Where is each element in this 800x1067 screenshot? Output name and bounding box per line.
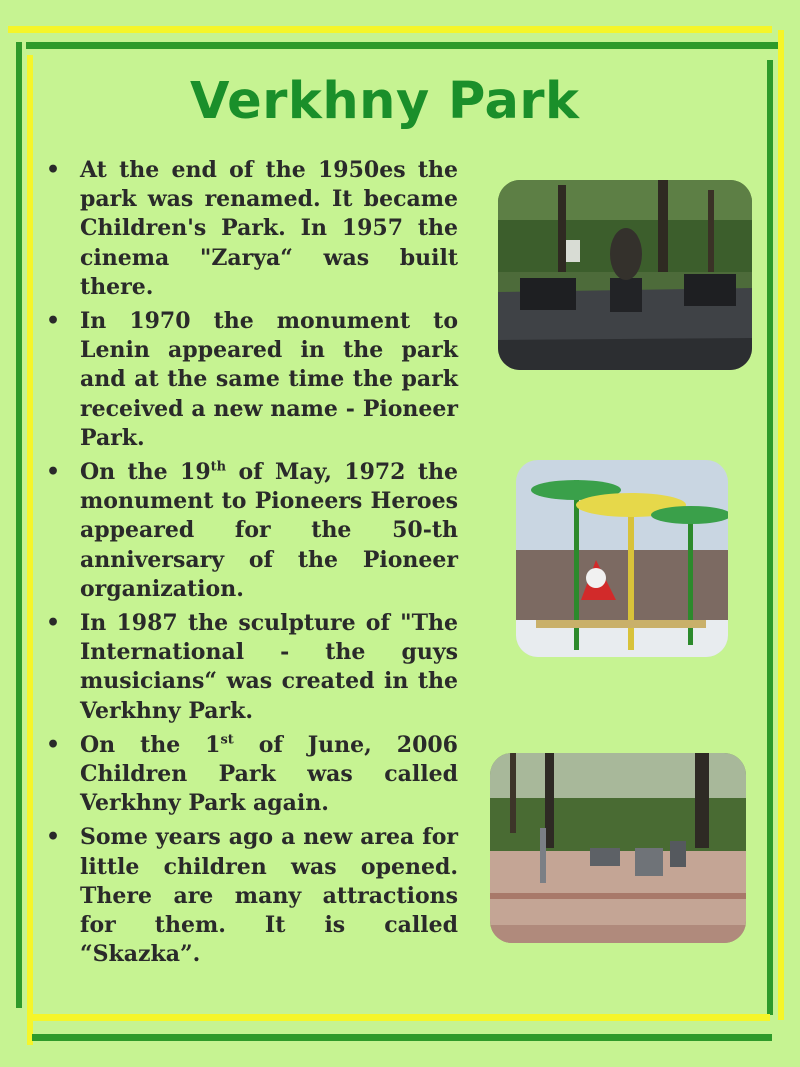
bullet-list — [46, 156, 458, 974]
frame-left-yellow — [27, 55, 33, 1045]
frame-top-yellow — [8, 26, 772, 33]
bullet-marker: • — [46, 459, 61, 486]
bullet-marker: • — [46, 610, 61, 637]
bullet-marker: • — [46, 157, 61, 183]
bullet-marker: • — [46, 731, 61, 758]
photo-park-alley-sculptures — [490, 753, 746, 943]
bullet-marker: • — [46, 824, 61, 851]
bullet-item: • On the 19th of May, 1972 the monument to Pioneers Heroes appeared for the 50-th anniversary of the Pioneer organization. — [46, 459, 458, 602]
bullet-marker: • — [46, 308, 61, 335]
bullet-item: • In 1970 the monument to Lenin appeared in the park and at the same time the park received a new name - Pioneer Park. — [46, 308, 458, 451]
photo-monument-plaza — [498, 180, 752, 370]
photo-palms-playground — [516, 460, 728, 657]
bullet-item: • Some years ago a new area for little children was opened. There are many attractions for them. It is called “Skazka”. — [46, 824, 458, 968]
frame-left-green — [16, 42, 22, 1008]
frame-right-green — [767, 60, 773, 1015]
page-title: Verkhny Park — [190, 72, 580, 131]
frame-top-green — [26, 42, 778, 49]
bullet-item: • On the 1st of June, 2006 Children Park was called Verkhny Park again. — [46, 731, 458, 817]
frame-bottom-yellow — [30, 1014, 770, 1021]
frame-right-yellow — [778, 30, 784, 1020]
bullet-item: • In 1987 the sculpture of "The International - the guys musicians“ was created in the Verkhny Park. — [46, 610, 458, 724]
frame-bottom-green — [32, 1034, 772, 1041]
superscript: th — [210, 459, 227, 475]
bullet-item: • At the end of the 1950es the park was renamed. It became Children's Park. In 1957 the cinema "Zarya“ was built there. — [46, 157, 458, 300]
superscript: st — [220, 732, 234, 748]
